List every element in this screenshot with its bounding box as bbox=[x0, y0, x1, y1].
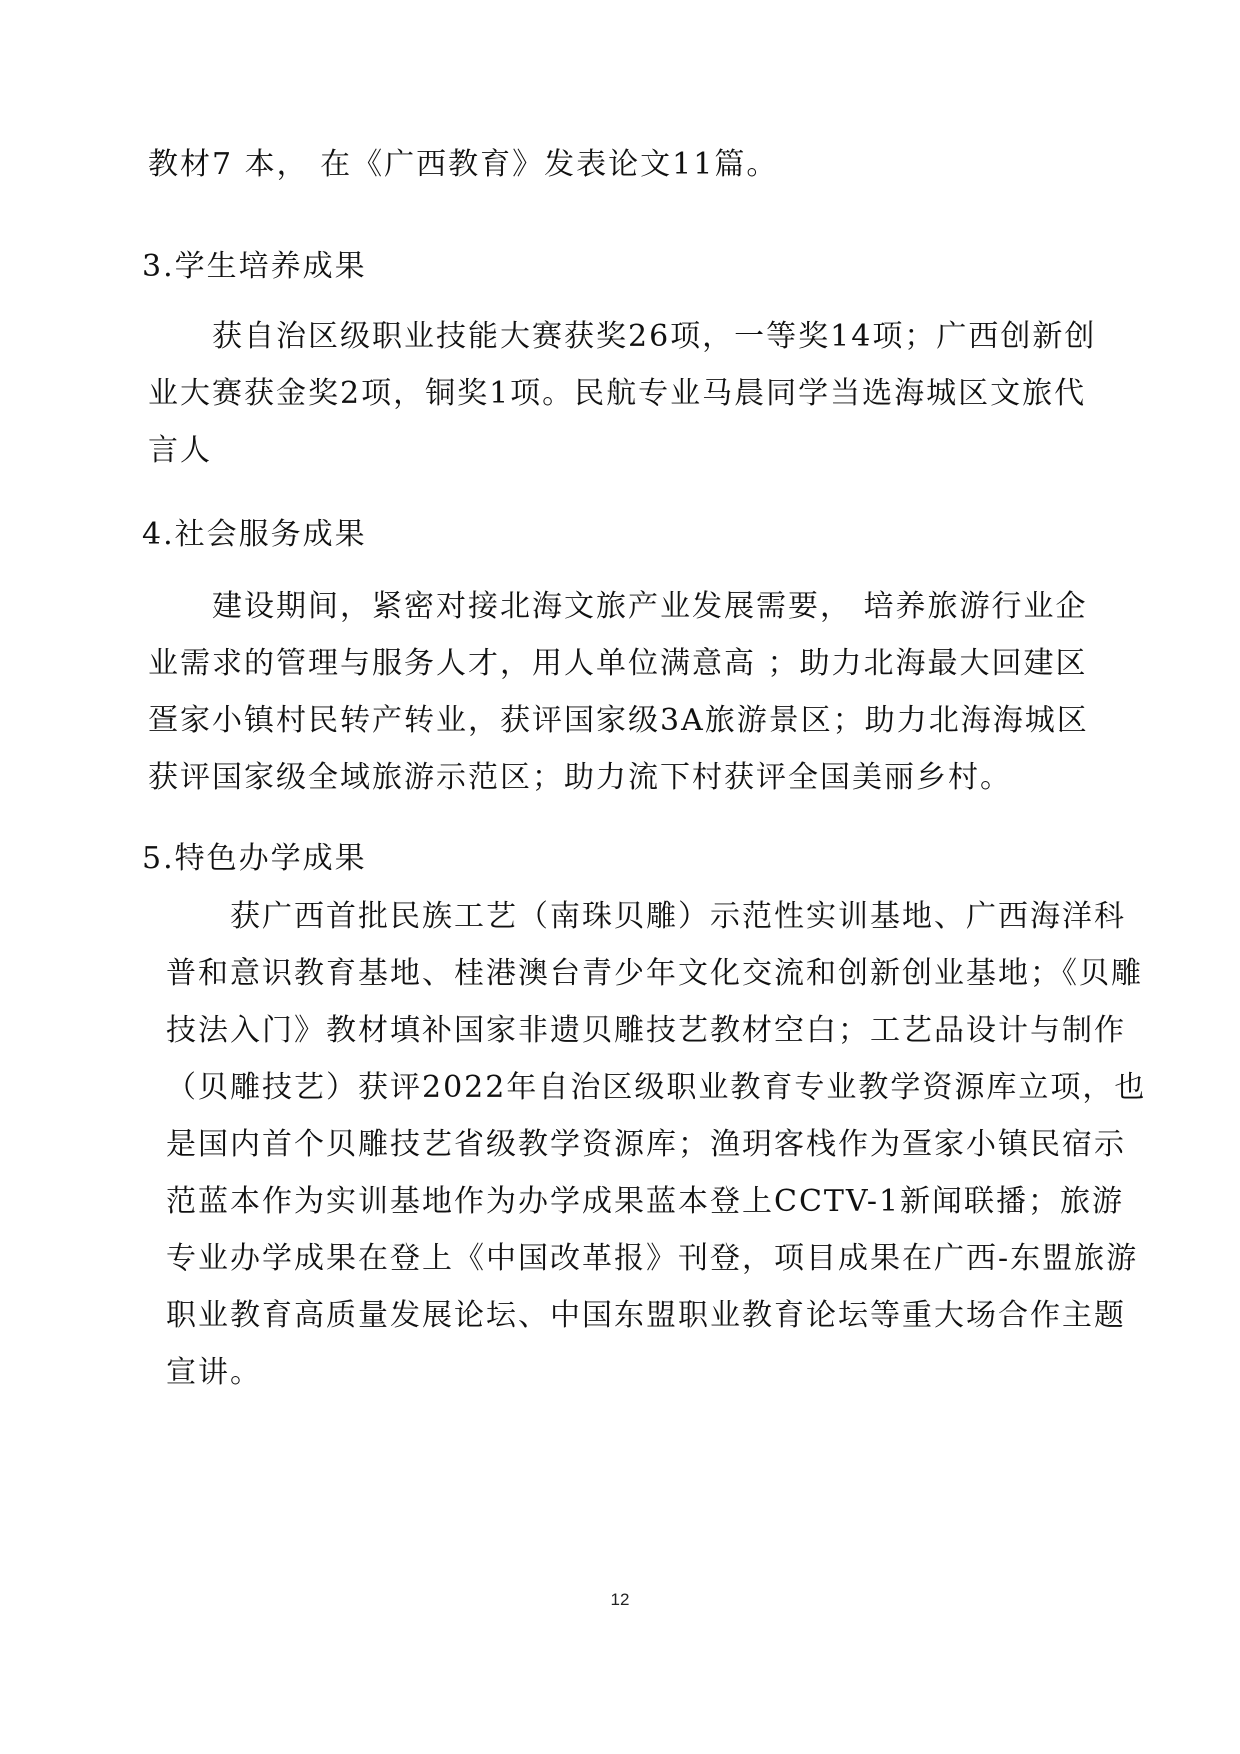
section-heading-student-training: 3.学生培养成果 bbox=[142, 249, 367, 284]
section-heading-social-service: 4.社会服务成果 bbox=[142, 517, 367, 552]
page-number: 12 bbox=[610, 1590, 630, 1609]
continuation-line: 教材7 本， 在《广西教育》发表论文11篇。 bbox=[148, 147, 779, 182]
section-body-student-training: 获自治区级职业技能大赛获奖26项，一等奖14项；广西创新创业大赛获金奖2项，铜奖1项。民航专业马晨同学当选海城区文旅代言人 bbox=[148, 319, 1097, 468]
section-body-featured-education: 获广西首批民族工艺（南珠贝雕）示范性实训基地、广西海洋科普和意识教育基地、桂港澳台青少年文化交流和创新创业基地；《贝雕技法入门》教材填补国家非遗贝雕技艺教材空白；工艺品设计与制作（贝雕技艺）获评2022年自治区级职业教育专业教学资源库立项，也是国内首个贝雕技艺省级教学资源库；渔玥客栈作为疍家小镇民宿示范蓝本作为实训基地作为办学成果蓝本登上CCTV-1新闻联播；旅游专业办学成果在登上《中国改革报》刊登，项目成果在广西-东盟旅游职业教育高质量发展论坛、中国东盟职业教育论坛等重大场合作主题宣讲。 bbox=[166, 899, 1147, 1390]
section-heading-featured-education: 5.特色办学成果 bbox=[142, 841, 367, 876]
section-body-social-service: 建设期间，紧密对接北海文旅产业发展需要， 培养旅游行业企业需求的管理与服务人才，用人单位满意高 ；助力北海最大回建区疍家小镇村民转产转业，获评国家级3A旅游景区；助力北海海城区获评国家级全域旅游示范区；助力流下村获评全国美丽乡村。 bbox=[148, 589, 1089, 795]
